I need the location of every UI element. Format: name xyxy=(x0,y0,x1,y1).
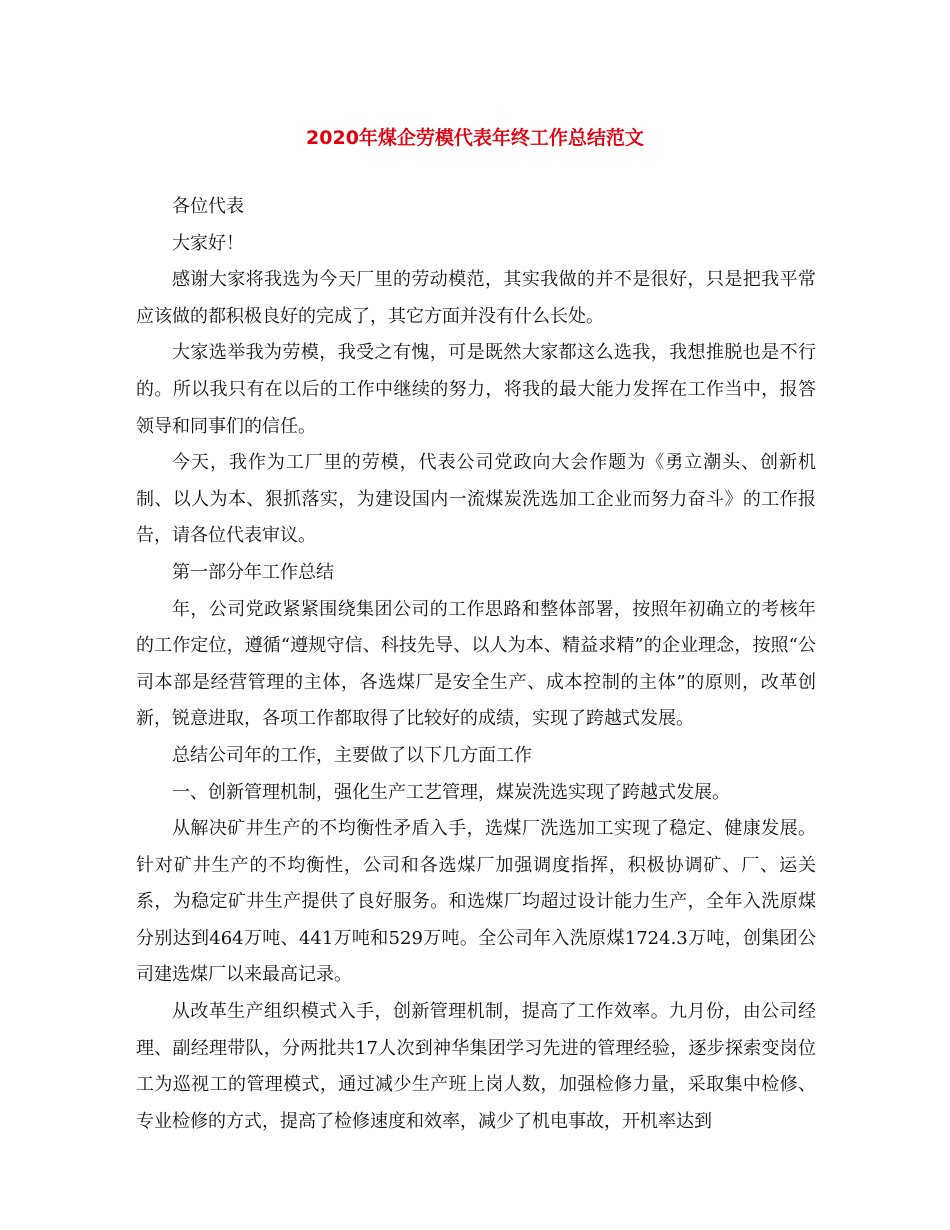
section-heading: 第一部分年工作总结 xyxy=(172,561,334,583)
paragraph-salutation: 各位代表 xyxy=(172,196,244,217)
paragraph: 感谢大家将我选为今天厂里的劳动模范，其实我做的并不是很好，只是把我平常应该做的都积极良好的完成了，其它方面并没有什么长处。 xyxy=(136,269,816,327)
subsection-heading: 一、创新管理机制，强化生产工艺管理，煤炭洗选实现了跨越式发展。 xyxy=(172,781,730,803)
paragraph: 大家选举我为劳模，我受之有愧，可是既然大家都这么选我，我想推脱也是不行的。所以我只有在以后的工作中继续的努力，将我的最大能力发挥在工作当中，报答领导和同事们的信任。 xyxy=(136,342,816,437)
paragraph: 年，公司党政紧紧围绕集团公司的工作思路和整体部署，按照年初确立的考核年的工作定位，遵循“遵规守信、科技先导、以人为本、精益求精”的企业理念，按照“公司本部是经营管理的主体，各选煤厂是安全生产、成本控制的主体”的原则，改革创新，锐意进取，各项工作都取得了比较好的成绩，实现了跨越式发展。 xyxy=(136,598,816,730)
paragraph: 总结公司年的工作，主要做了以下几方面工作 xyxy=(172,744,532,766)
paragraph-greeting: 大家好！ xyxy=(172,232,244,254)
document-title: 2020年煤企劳模代表年终工作总结范文 xyxy=(306,127,644,149)
paragraph: 从改革生产组织模式入手，创新管理机制，提高了工作效率。九月份，由公司经理、副经理带队，分两批共17人次到神华集团学习先进的管理经验，逐步探索变岗位工为巡视工的管理模式，通过减少生产班上岗人数，加强检修力量，采取集中检修、专业检修的方式，提高了检修速度和效率，减少了机电事故，开机率达到 xyxy=(136,1001,816,1132)
document-body xyxy=(136,189,816,1140)
paragraph: 从解决矿井生产的不均衡性矛盾入手，选煤厂洗选加工实现了稳定、健康发展。针对矿井生产的不均衡性，公司和各选煤厂加强调度指挥，积极协调矿、厂、运关系，为稳定矿井生产提供了良好服务。和选煤厂均超过设计能力生产，全年入洗原煤分别达到464万吨、441万吨和529万吨。全公司年入洗原煤1724.3万吨，创集团公司建选煤厂以来最高记录。 xyxy=(136,818,816,986)
paragraph: 今天，我作为工厂里的劳模，代表公司党政向大会作题为《勇立潮头、创新机制、以人为本、狠抓落实，为建设国内一流煤炭洗选加工企业而努力奋斗》的工作报告，请各位代表审议。 xyxy=(136,452,816,547)
